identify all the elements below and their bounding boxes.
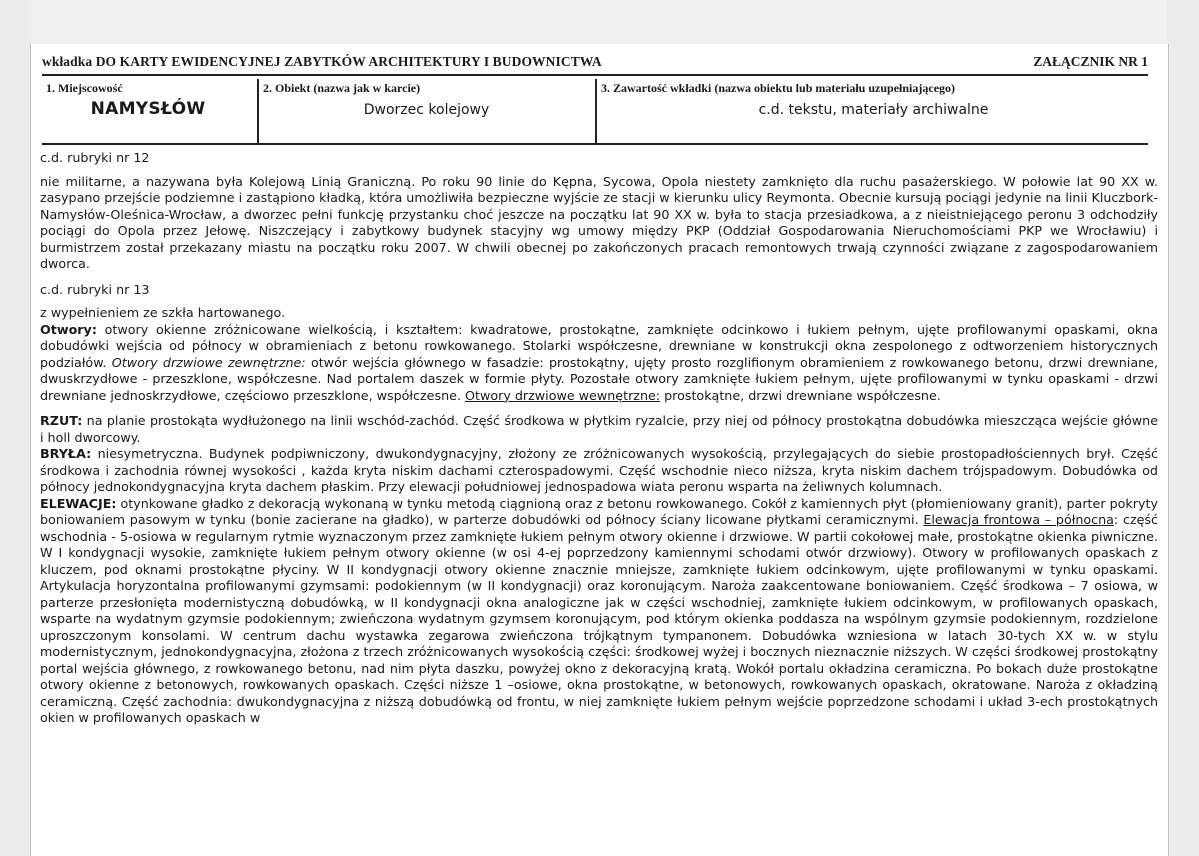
massing-paragraph bbox=[40, 446, 1158, 496]
rubric-12-paragraph: nie militarne, a nazywana była Kolejową Linią Graniczną. Po roku 90 linie do Kępna, Sycowa, Opola niestety zamknięto dla ruchu pasażerskiego. W połowie lat 90 XX w. zasypano przejście podziemne i zastąpiono kładką, która umożliwiła bezpieczne wyjście ze stacji w kierunku ulicy Reymonta. Obecnie kursują pociągi jedynie na linii Kluczbork-Namysłów-Oleśnica-Wrocław, a dworzec pełni funkcję przystanku choć jeszcze na początku lat 90 XX w. była to stacja przesiadkowa, a z nieistniejącego peronu 3 odchodziły pociągi do Opola przez Jełowę. Niszczejący i zabytkowy budynek stacyjny wg umowy między PKP (Oddział Gospodarowania Nieruchomościami PKP we Wrocławiu) i burmistrzem został przekazany miastu na początku roku 2007. W chwili obecnej po zakończonych pracach remontowych trwają czynności związane z zagospodarowaniem dworca. bbox=[40, 173, 1158, 271]
rubric-12-label: c.d. rubryki nr 12 bbox=[40, 150, 150, 165]
plan-text: na planie prostokąta wydłużonego na linii wschód-zachód. Część środkowa w płytkim ryzalcie, przy niej od północy prostokątna dobudówka mieszcząca wejście główne i holl dworcowy. bbox=[40, 413, 1158, 445]
scan-left-margin bbox=[0, 0, 30, 856]
exterior-doors-heading: Otwory drzwiowe zewnętrzne: bbox=[111, 354, 306, 370]
attachment-number: ZAŁĄCZNIK NR 1 bbox=[1033, 54, 1148, 69]
field-object-value: Dworzec kolejowy bbox=[363, 102, 490, 118]
openings-heading: Otwory: bbox=[40, 321, 97, 337]
plan-heading: RZUT: bbox=[40, 413, 83, 428]
field-locality-value: NAMYSŁÓW bbox=[90, 99, 206, 119]
openings-text-2: otwór wejścia głównego w fasadzie: prostokątny, ujęty prosto rozglifionym obramieniem z rowkowanego betonu, drzwi drewniane, dwuskrzydłowe - przeszklone, współczesne. Nad portalem daszek w formie płyty. Pozostałe otwory zamknięte łukiem pełnym, ujęte profilowanymi w tynku opaskami - drzwi drewniane jednoskrzydłowe, częściowo przeszklone, współczesne. bbox=[40, 354, 1158, 403]
elevations-heading: ELEWACJE: bbox=[40, 495, 117, 511]
fields-row bbox=[42, 79, 1148, 145]
front-elevation-heading: Elewacja frontowa – północna bbox=[923, 512, 1114, 527]
elevations-text-1: otynkowane gładko z dekoracją wykonaną w tynku metodą ciągnioną oraz z betonu rowkowanego. Cokół z kamiennych płyt (płomieniowany granit), parter pokryty boniowaniem pasowym w tynku (bonie zacierane na gładko), w parterze dobudówki od północy ściany licowane płytkami ceramicznymi. bbox=[40, 495, 1158, 527]
plan-paragraph bbox=[40, 413, 1158, 446]
header-title: wkładka DO KARTY EWIDENCYJNEJ ZABYTKÓW ARCHITEKTURY I BUDOWNICTWA bbox=[42, 54, 602, 69]
field-contents-label: 3. Zawartość wkładki (nazwa obiektu lub materiału uzupełniającego) bbox=[601, 81, 956, 95]
field-locality bbox=[42, 79, 254, 143]
openings-text-3: prostokątne, drzwi drewniane współczesne. bbox=[660, 387, 941, 403]
interior-doors-heading: Otwory drzwiowe wewnętrzne: bbox=[465, 387, 661, 403]
field-object-label: 2. Obiekt (nazwa jak w karcie) bbox=[263, 81, 421, 95]
elevations-text-2: : część wschodnia - 5-osiowa w regularnym rytmie wyznaczonym przez zamknięte łukiem pełnym otwory okienne i drzwiowe. W partii cokołowej małe, prostokątne okienka piwniczne. W I kondygnacji wysokie, zamknięte łukiem pełnym otwory okienne (w osi 4-ej poprzedzony kamiennymi schodami otwór drzwiowy). Otwory w profilowanych opaskach z kluczem, pod oknami prostokątne płyciny. W II kondygnacji otwory okienne znacznie mniejsze, zamknięte łukiem odcinkowym, ujęte profilowanymi w tynku opaskami. Artykulacja horyzontalna profilowanymi gzymsami: podokiennym (w II kondygnacji) oraz koronującym. Naroża zaakcentowane boniowaniem. Część środkowa – 7 osiowa, w parterze przesłonięta modernistyczną dobudówką, w II kondygnacji okna analogiczne jak w części wschodniej, zamknięte łukiem odcinkowym, w profilowanych opaskach, wsparte na wydatnym gzymsie podokiennym; zwieńczona wydatnym gzymsem koronującym, pod którym okienka poddasza na wspólnym gzymsie podokiennym, rozdzielone uproszczonym konsolami. W centrum dachu wystawka zegarowa zwieńczona trójkątnym tympanonem. Dobudówka wzniesiona w latach 30-tych XX w. w stylu modernistycznym, jednokondygnacyjna, złożona z trzech zróżnicowanych wysokością części: środkowej wyżej i bocznych nieznacznie niższych. W części środkowej prostokątny portal wejścia głównego, z rowkowanego betonu, nad nim płyta daszku, powyżej okno z dekoracyjną kratą. Wokół portalu okładzina ceramiczna. Po bokach duże prostokątne otwory okienne z betonowych, rowkowanych opaskach. Części niższe 1 –osiowe, okna prostokątne, w betonowych, rowkowanych opaskach, okratowane. Naroża z okładziną ceramiczną. Część zachodnia: dwukondygnacyjna z niższą dobudówką od frontu, w niej zamknięte łukiem pełnym wejście poprzedzone schodami i układ 3-ech prostokątnych okien w profilowanych opaskach w bbox=[40, 512, 1158, 725]
massing-heading: BRYŁA: bbox=[40, 446, 92, 461]
document-header bbox=[42, 52, 1148, 76]
scan-top-margin bbox=[0, 0, 1199, 44]
scan-right-margin bbox=[1167, 0, 1199, 856]
massing-text: niesymetryczna. Budynek podpiwniczony, dwukondygnacyjny, złożony ze zróżnicowanych wysokością, przylegających do siebie prostopadłościennych brył. Część środkowa i zachodnia równej wysokości , każda kryta niskim dachami czterospadowymi. Część wschodnie nieco niższa, kryta niskim dachem trójspadowym. Dobudówka od północy jednokondygnacyjna kryta dachem płaskim. Przy elewacji południowej jednospadowa wiata peronu wsparta na żeliwnych kolumnach. bbox=[40, 446, 1158, 494]
rubric-13-label: c.d. rubryki nr 13 bbox=[40, 281, 150, 297]
elevations-paragraph bbox=[40, 496, 1158, 727]
field-locality-label: 1. Miejscowość bbox=[46, 81, 123, 95]
openings-text-1: otwory okienne zróżnicowane wielkością, i kształtem: kwadratowe, prostokątne, zamknięte odcinkowo i łukiem pełnym, ujęte profilowanymi opaskami, okna dobudówki wejścia od północy w obramieniach z betonu rowkowanego. Stolarki współczesne, drewniane w konstrukcji okna zespolonego z odtworzeniem historycznych podziałów. bbox=[40, 321, 1158, 370]
field-object bbox=[257, 79, 594, 143]
rubric-13-intro: z wypełnieniem ze szkła hartowanego. bbox=[40, 305, 286, 320]
field-contents-value: c.d. tekstu, materiały archiwalne bbox=[758, 102, 989, 118]
document-body bbox=[40, 150, 1158, 727]
field-contents bbox=[595, 79, 1150, 143]
openings-paragraph bbox=[40, 322, 1158, 405]
